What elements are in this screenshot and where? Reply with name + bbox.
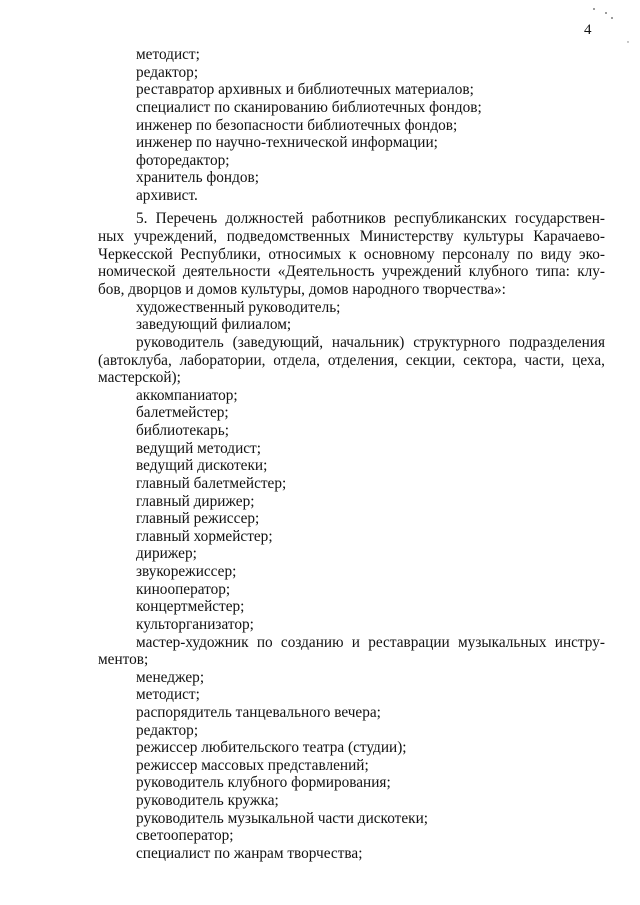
- text-line: руководитель клубного формирования;: [136, 774, 391, 791]
- text-line: менеджер;: [136, 669, 205, 686]
- text-line: балетмейстер;: [136, 404, 229, 421]
- text-line: культорганизатор;: [136, 616, 254, 633]
- text-line: художественный руководитель;: [136, 299, 341, 316]
- text-line: светооператор;: [136, 827, 234, 844]
- text-line: библиотекарь;: [136, 422, 229, 439]
- text-line: главный режиссер;: [136, 510, 260, 527]
- text-line: хранитель фондов;: [136, 169, 260, 186]
- text-line: главный балетмейстер;: [136, 475, 287, 492]
- text-line: редактор;: [136, 722, 199, 739]
- text-line: мастерской);: [98, 369, 181, 386]
- text-line: аккомпаниатор;: [136, 387, 238, 404]
- text-line: распорядитель танцевального вечера;: [136, 704, 381, 721]
- text-line: методист;: [136, 686, 200, 703]
- text-line: инженер по безопасности библиотечных фондов;: [136, 117, 458, 134]
- text-line: мастер-художник по созданию и реставрации музыкальных инстру-: [136, 634, 605, 651]
- text-line: руководитель (заведующий, начальник) структурного подразделения: [136, 334, 605, 351]
- text-line: (автоклуба, лаборатории, отдела, отделения, секции, сектора, части, цеха,: [98, 352, 605, 369]
- text-line: главный дирижер;: [136, 493, 255, 510]
- text-line: режиссер любительского театра (студии);: [136, 739, 407, 756]
- text-line: Черкесской Республики, относимых к основному персоналу по виду эко-: [98, 246, 605, 263]
- text-line: главный хормейстер;: [136, 528, 273, 545]
- text-line: кинооператор;: [136, 581, 231, 598]
- text-line: фоторедактор;: [136, 152, 230, 169]
- text-line: архивист.: [136, 187, 198, 204]
- text-line: специалист по сканированию библиотечных фондов;: [136, 99, 482, 116]
- text-line: ных учреждений, подведомственных Министерству культуры Карачаево-: [98, 228, 605, 245]
- text-line: методист;: [136, 46, 200, 63]
- text-line: 5. Перечень должностей работников республиканских государствен-: [136, 210, 605, 227]
- text-line: специалист по жанрам творчества;: [136, 845, 363, 862]
- text-line: редактор;: [136, 64, 199, 81]
- text-line: ведущий дискотеки;: [136, 457, 268, 474]
- text-line: ментов;: [98, 651, 149, 668]
- text-line: инженер по научно-технической информации;: [136, 134, 438, 151]
- page-number: 4: [584, 22, 592, 38]
- text-line: концертмейстер;: [136, 598, 245, 615]
- text-line: дирижер;: [136, 545, 197, 562]
- text-line: ведущий методист;: [136, 440, 261, 457]
- text-line: звукорежиссер;: [136, 563, 237, 580]
- text-line: реставратор архивных и библиотечных материалов;: [136, 81, 474, 98]
- text-line: руководитель кружка;: [136, 792, 279, 809]
- text-line: заведующий филиалом;: [136, 316, 292, 333]
- text-line: руководитель музыкальной части дискотеки;: [136, 810, 428, 827]
- text-line: бов, дворцов и домов культуры, домов народного творчества»:: [98, 281, 506, 298]
- text-line: номической деятельности «Деятельность учреждений клубного типа: клу-: [98, 263, 605, 280]
- text-line: режиссер массовых представлений;: [136, 757, 369, 774]
